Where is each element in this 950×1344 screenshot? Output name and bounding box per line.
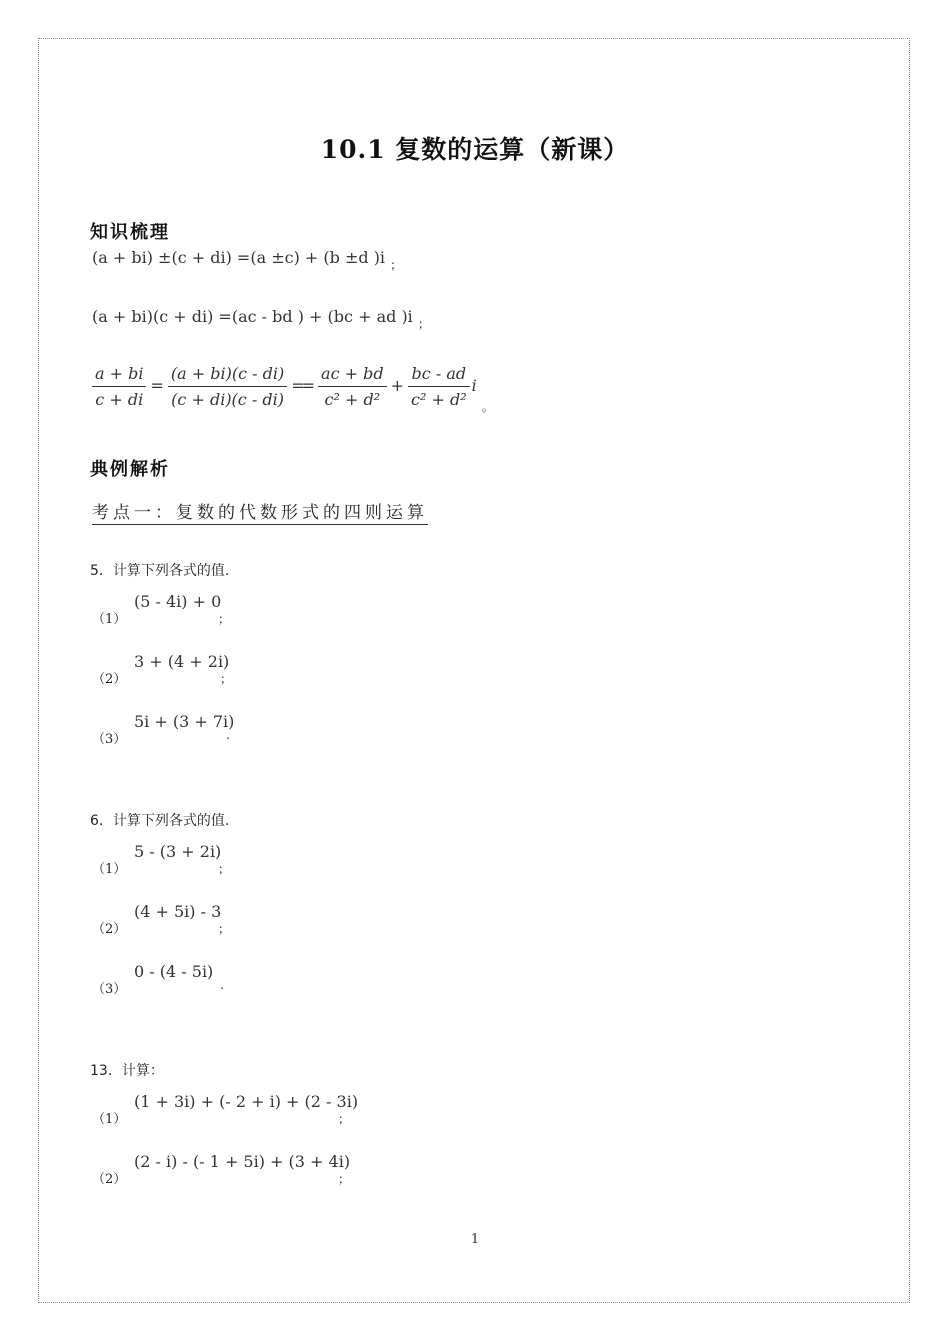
item-end: ；	[338, 1112, 351, 1126]
item-label: （2）	[92, 672, 127, 687]
formula-text: (a + bi) ±(c + di) =(a ±c) + (b ±d )i	[92, 248, 386, 267]
item-expression: (4 + 5i) - 3	[134, 902, 222, 921]
formula-add-sub	[92, 248, 403, 272]
topic-heading: 考点一：复数的代数形式的四则运算	[92, 498, 428, 525]
item-expression: (1 + 3i) + (- 2 + i) + (2 - 3i)	[134, 1092, 359, 1111]
fraction: $\frac{bc - ad}{\text{c² + d²}}$	[408, 364, 470, 409]
item-end: .	[226, 728, 230, 742]
formula-end: ；	[417, 317, 430, 331]
item-expression: (2 - i) - (- 1 + 5i) + (3 + 4i)	[134, 1152, 351, 1171]
document-title: 10.1 复数的运算（新课）	[320, 135, 630, 164]
item-end: ；	[218, 862, 231, 876]
item-end: ；	[218, 922, 231, 936]
item-end: ；	[338, 1172, 351, 1186]
problem-stem: 6．计算下列各式的值.	[90, 813, 230, 829]
item-expression: 0 - (4 - 5i)	[134, 962, 214, 981]
item-label: （3）	[92, 732, 127, 747]
item-expression: 3 + (4 + 2i)	[134, 652, 230, 671]
item-label: （1）	[92, 612, 127, 627]
item-label: （1）	[92, 1112, 127, 1127]
page-number: 1	[470, 1232, 480, 1247]
fraction: $\frac{ac + bd}{\text{c² + d²}}$	[318, 364, 387, 409]
fraction: $\frac{a + bi}{c + di}$	[92, 364, 146, 409]
formula-text: (a + bi)(c + di) =(ac - bd ) + (bc + ad )i	[92, 307, 413, 326]
section-heading-knowledge: 知识梳理	[90, 222, 170, 243]
formula-divide: $\frac{a + bi}{c + di}$ = $\frac{(a + bi)(c - di)}{(c + di)(c - di)}$ == $\frac{ac + bd}{\text{c² + d²}}$ + $\frac{bc - ad}{\text{c² + d²}}$ i $_。$	[90, 364, 494, 409]
section-heading-examples: 典例解析	[90, 459, 170, 480]
item-label: （2）	[92, 1172, 127, 1187]
formula-multiply	[92, 307, 430, 331]
formula-end: ；	[390, 258, 403, 272]
problem-stem: 5．计算下列各式的值.	[90, 563, 230, 579]
item-expression: 5i + (3 + 7i)	[134, 712, 235, 731]
item-label: （3）	[92, 982, 127, 997]
fraction: $\frac{(a + bi)(c - di)}{(c + di)(c - di)}$	[168, 364, 287, 409]
formula-end: 。	[481, 400, 494, 414]
problem-stem: 13．计算：	[90, 1063, 164, 1079]
item-end: ；	[218, 612, 231, 626]
item-label: （1）	[92, 862, 127, 877]
item-label: （2）	[92, 922, 127, 937]
item-end: .	[220, 978, 224, 992]
item-end: ；	[220, 672, 233, 686]
item-expression: 5 - (3 + 2i)	[134, 842, 222, 861]
item-expression: (5 - 4i) + 0	[134, 592, 222, 611]
